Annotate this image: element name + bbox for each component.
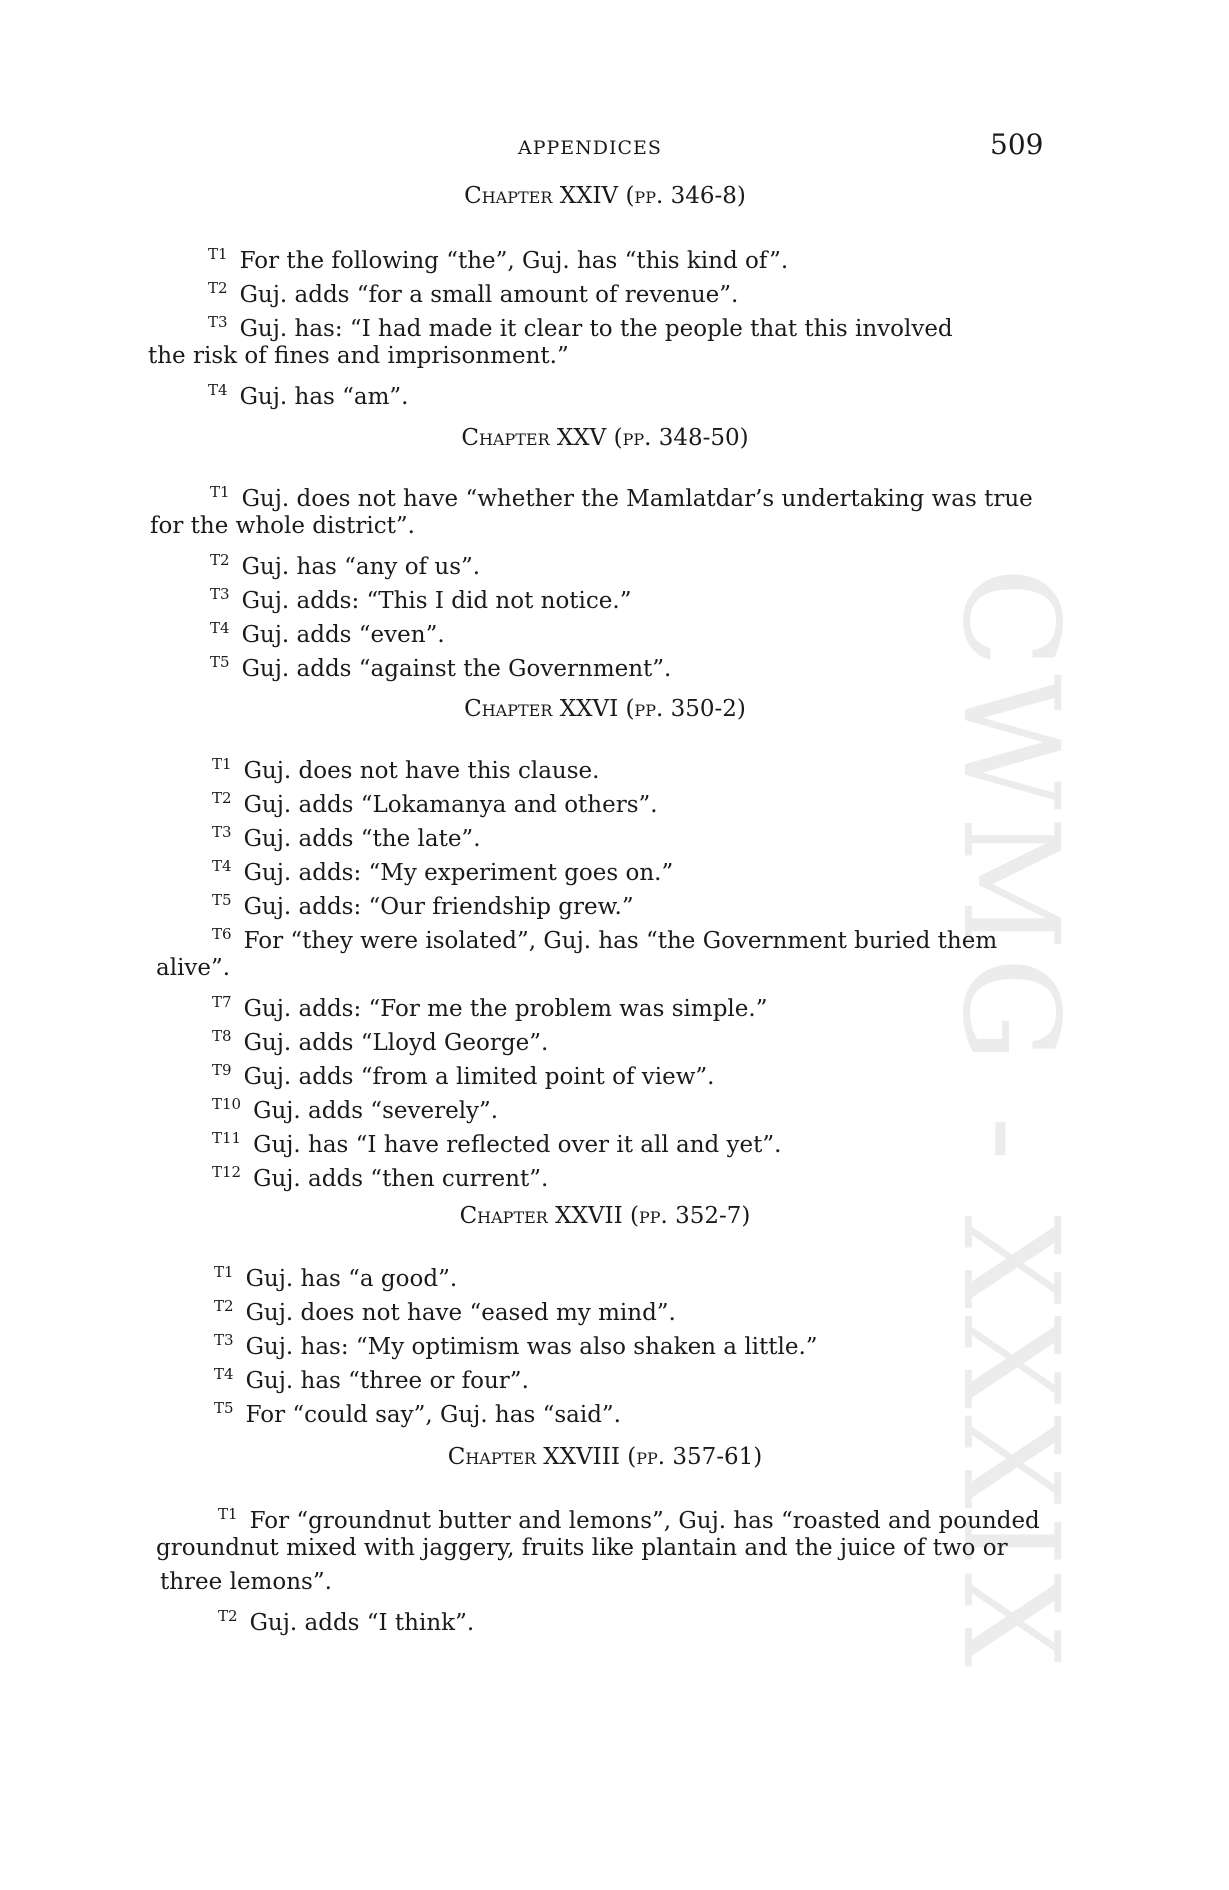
footnote-mark: T2 xyxy=(208,279,228,297)
footnote-mark: T1 xyxy=(218,1505,238,1523)
chapter-heading: Chapter XXIV (pp. 346-8) xyxy=(464,183,746,209)
footnote-mark: T11 xyxy=(212,1129,242,1147)
footnote-text: Guj. adds “against the Government”. xyxy=(241,656,672,682)
footnote-mark: T2 xyxy=(214,1297,234,1315)
footnote-text: Guj. has “am”. xyxy=(239,384,409,410)
footnote-text: Guj. adds “I think”. xyxy=(249,1610,475,1636)
footnote-text: Guj. adds “severely”. xyxy=(253,1098,499,1124)
footnote-text: Guj. adds “from a limited point of view”. xyxy=(243,1064,715,1090)
footnote-text: Guj. adds “even”. xyxy=(241,622,445,648)
footnote-mark: T1 xyxy=(214,1263,234,1281)
footnote xyxy=(210,645,671,686)
footnote-continuation: three lemons”. xyxy=(160,1569,332,1595)
footnote-continuation: alive”. xyxy=(156,955,231,981)
footnote-text: For “groundnut butter and lemons”, Guj. has “roasted and pounded xyxy=(249,1508,1040,1534)
footnote xyxy=(212,917,997,958)
footnote-text: Guj. adds: “Our friendship grew.” xyxy=(243,894,634,920)
footnote-text: Guj. adds “the late”. xyxy=(243,826,481,852)
page-number: 509 xyxy=(990,128,1044,161)
footnote-mark: T3 xyxy=(212,823,232,841)
footnote-text: Guj. adds “then current”. xyxy=(253,1166,549,1192)
footnote-mark: T12 xyxy=(212,1163,242,1181)
footnote-mark: T3 xyxy=(214,1331,234,1349)
footnote-text: Guj. has: “My optimism was also shaken a little.” xyxy=(245,1334,818,1360)
footnote-mark: T2 xyxy=(212,789,232,807)
footnote-text: For “they were isolated”, Guj. has “the Government buried them xyxy=(243,928,998,954)
chapter-heading: Chapter XXV (pp. 348-50) xyxy=(461,425,749,451)
footnote xyxy=(212,1155,548,1196)
footnote-text: Guj. has “I have reflected over it all and yet”. xyxy=(253,1132,782,1158)
running-header: APPENDICES xyxy=(518,137,662,159)
chapter-heading: Chapter XXVI (pp. 350-2) xyxy=(464,696,746,722)
footnote-continuation: the risk of fines and imprisonment.” xyxy=(148,343,569,369)
footnote-mark: T4 xyxy=(210,619,230,637)
footnote-text: Guj. adds: “This I did not notice.” xyxy=(241,588,632,614)
watermark: CWMG - XXXIX xyxy=(933,567,1087,1673)
footnote-mark: T5 xyxy=(214,1399,234,1417)
footnote-mark: T10 xyxy=(212,1095,242,1113)
footnote-mark: T4 xyxy=(208,381,228,399)
footnote-text: Guj. has “three or four”. xyxy=(245,1368,529,1394)
footnote-mark: T5 xyxy=(210,653,230,671)
footnote-mark: T1 xyxy=(210,483,230,501)
footnote-mark: T3 xyxy=(208,313,228,331)
footnote-mark: T2 xyxy=(210,551,230,569)
footnote-text: Guj. adds: “My experiment goes on.” xyxy=(243,860,674,886)
chapter-heading: Chapter XXVIII (pp. 357-61) xyxy=(447,1444,763,1470)
footnote-text: For “could say”, Guj. has “said”. xyxy=(245,1402,621,1428)
footnote-mark: T6 xyxy=(212,925,232,943)
footnote-mark: T3 xyxy=(210,585,230,603)
footnote-text: Guj. adds: “For me the problem was simple.” xyxy=(243,996,768,1022)
footnote-continuation: groundnut mixed with jaggery, fruits like plantain and the juice of two or xyxy=(156,1535,1008,1561)
footnote-mark: T4 xyxy=(212,857,232,875)
footnote-text: Guj. adds “Lloyd George”. xyxy=(243,1030,549,1056)
footnote-mark: T1 xyxy=(208,245,228,263)
footnote-mark: T4 xyxy=(214,1365,234,1383)
footnote-mark: T1 xyxy=(212,755,232,773)
chapter-heading: Chapter XXVII (pp. 352-7) xyxy=(459,1203,751,1229)
footnote xyxy=(208,373,409,414)
footnote-continuation: for the whole district”. xyxy=(150,513,415,539)
footnote-text: Guj. has: “I had made it clear to the people that this involved xyxy=(239,316,953,342)
footnote-text: Guj. does not have this clause. xyxy=(243,758,600,784)
footnote-text: Guj. does not have “eased my mind”. xyxy=(245,1300,676,1326)
footnote-mark: T5 xyxy=(212,891,232,909)
footnote-mark: T9 xyxy=(212,1061,232,1079)
footnote-text: Guj. adds “for a small amount of revenue”. xyxy=(239,282,739,308)
footnote-text: Guj. does not have “whether the Mamlatdar’s undertaking was true xyxy=(241,486,1033,512)
footnote-text: Guj. adds “Lokamanya and others”. xyxy=(243,792,658,818)
footnote-mark: T7 xyxy=(212,993,232,1011)
footnote-text: Guj. has “any of us”. xyxy=(241,554,481,580)
footnote-text: For the following “the”, Guj. has “this kind of”. xyxy=(239,248,789,274)
footnote-mark: T2 xyxy=(218,1607,238,1625)
footnote-text: Guj. has “a good”. xyxy=(245,1266,458,1292)
footnote xyxy=(218,1599,474,1640)
footnote-mark: T8 xyxy=(212,1027,232,1045)
footnote xyxy=(214,1391,621,1432)
